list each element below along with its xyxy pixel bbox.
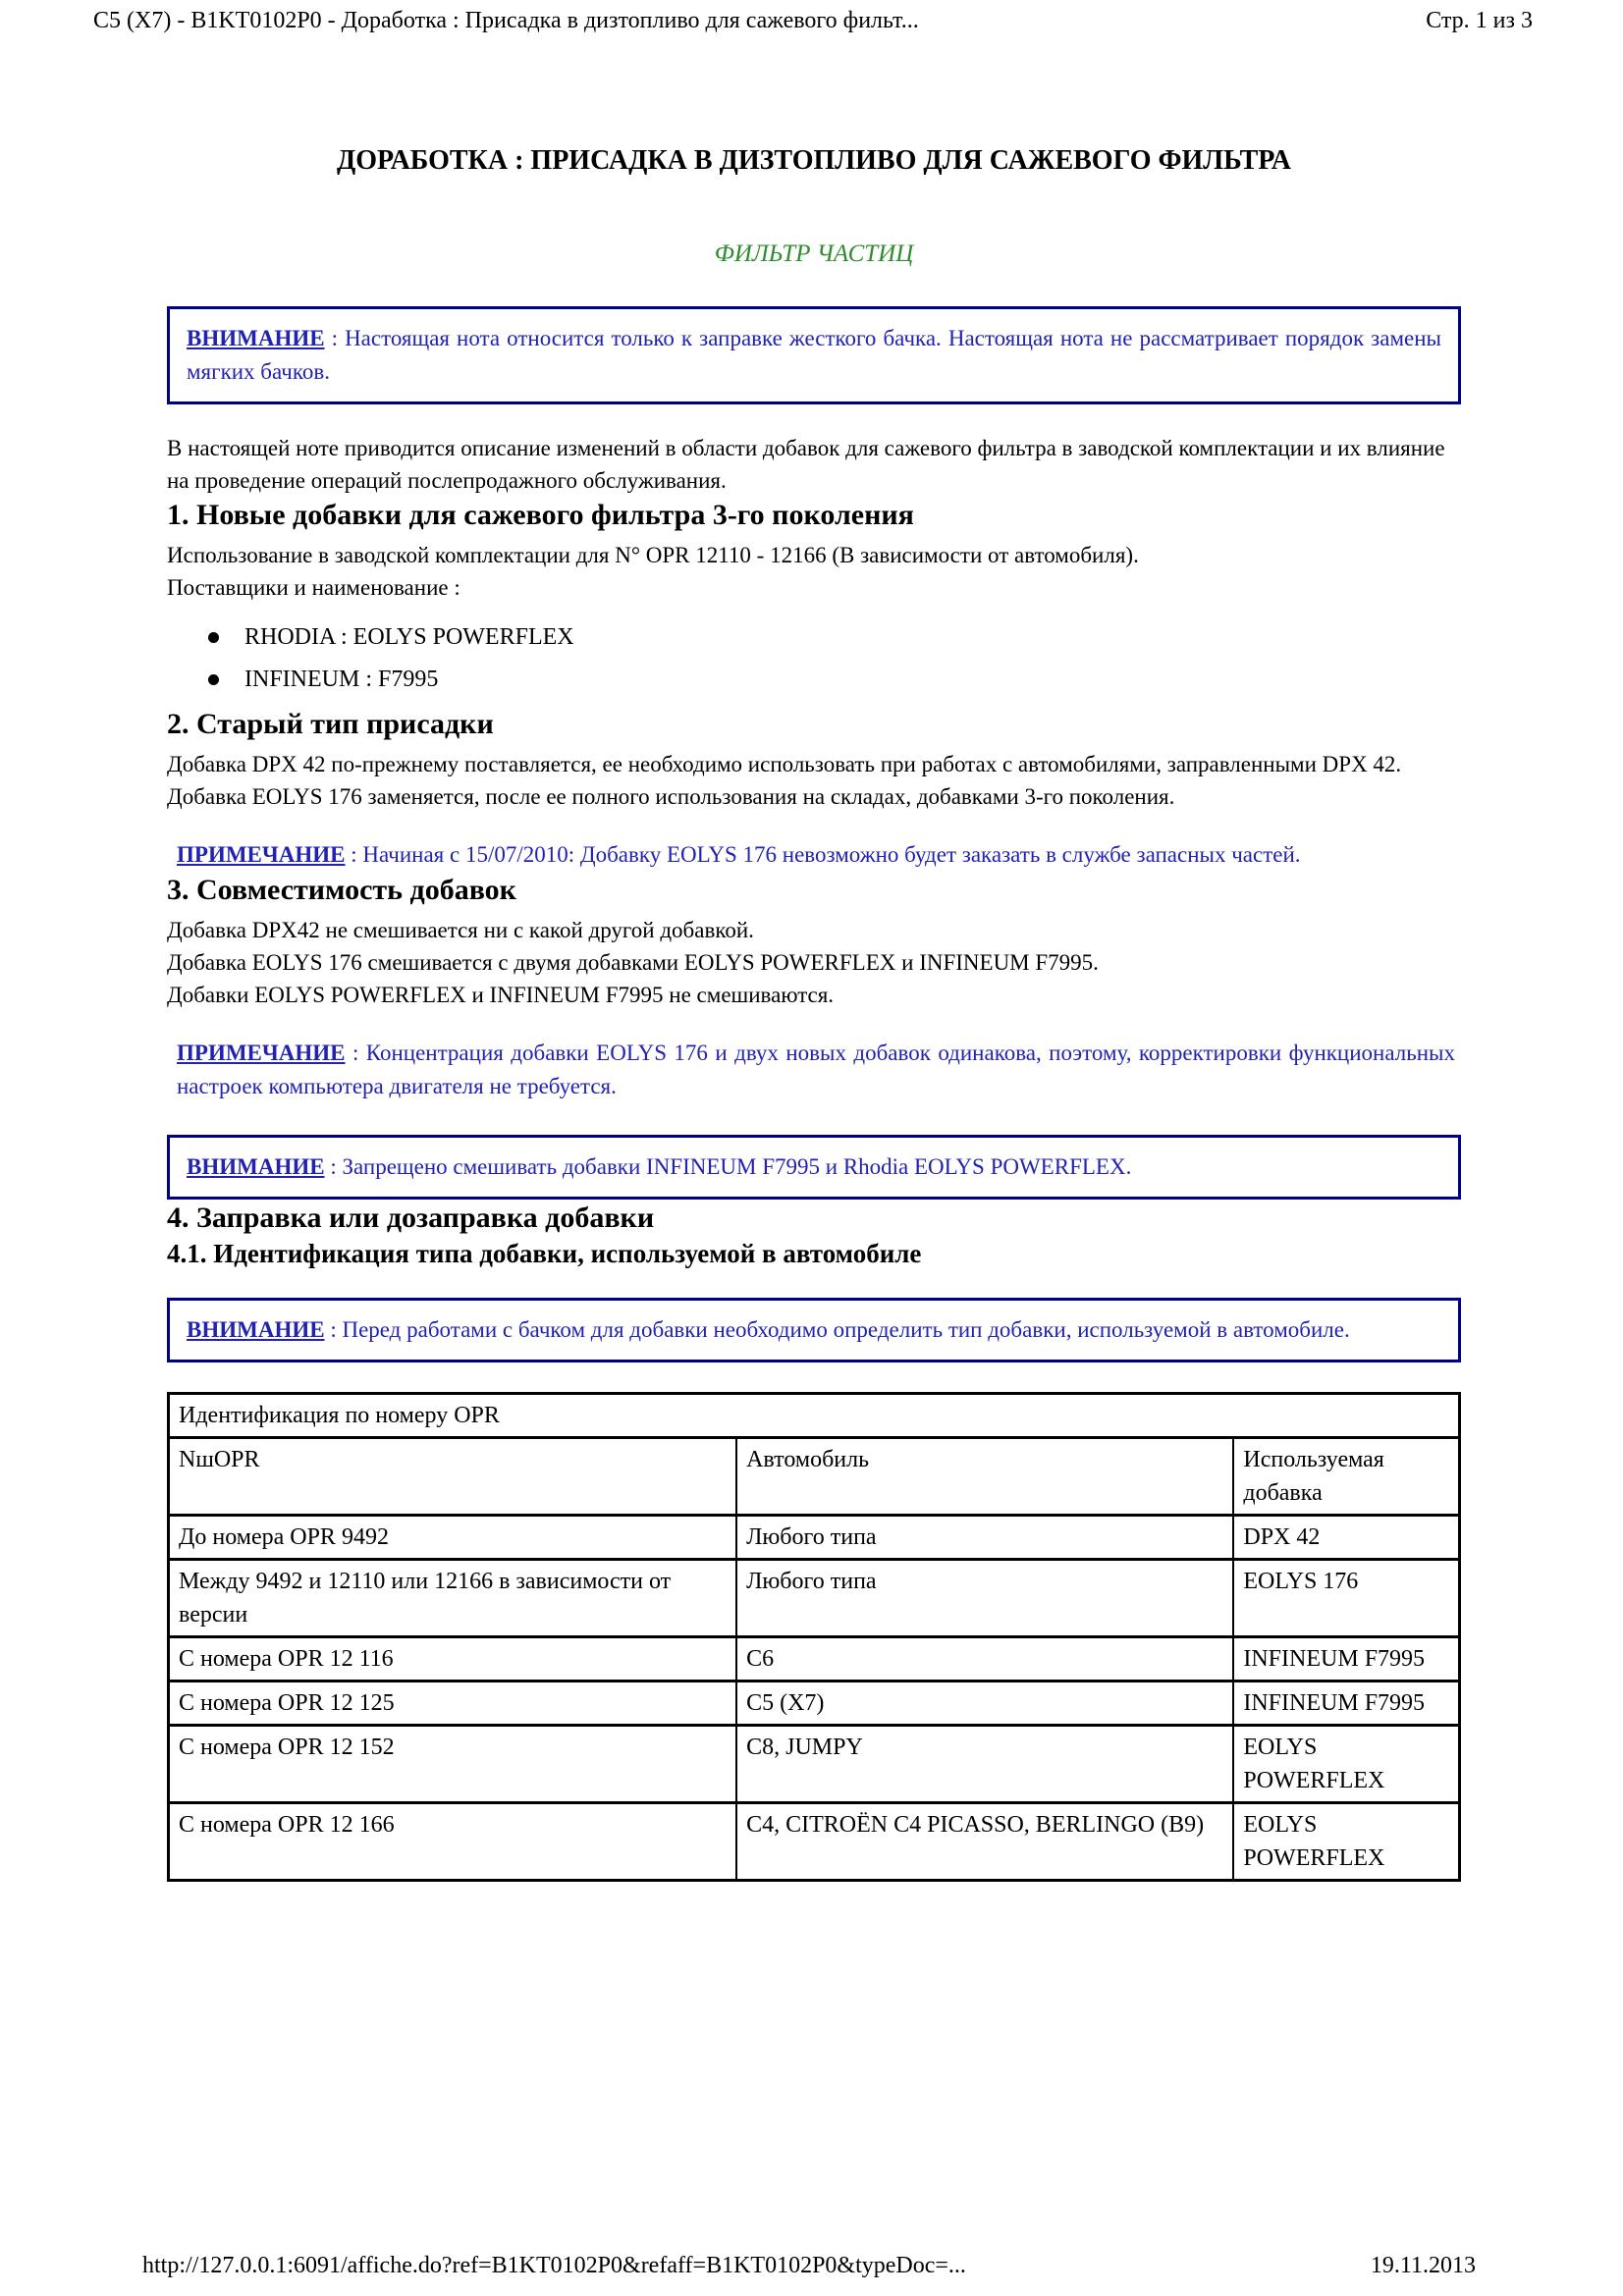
section-3-paragraph-2: Добавка EOLYS 176 смешивается с двумя добавками EOLYS POWERFLEX и INFINEUM F7995.: [167, 950, 1099, 975]
table-header-cell: Автомобиль: [736, 1438, 1233, 1516]
table-cell: С номера OPR 12 116: [169, 1637, 737, 1682]
warning-label: ВНИМАНИЕ: [187, 1154, 325, 1179]
bullet-icon: [208, 632, 219, 643]
warning-label: ВНИМАНИЕ: [187, 326, 325, 350]
warning-text: : Настоящая нота относится только к заправке жесткого бачка. Настоящая нота не рассматривает порядок замены мягких бачков.: [187, 326, 1441, 384]
section-2-paragraph-2: Добавка EOLYS 176 заменяется, после ее полного использования на складах, добавками 3-го поколения.: [167, 784, 1175, 809]
print-footer: [142, 2251, 1476, 2280]
section-3-heading: 3. Совместимость добавок: [167, 874, 516, 906]
document-title: ДОРАБОТКА : ПРИСАДКА В ДИЗТОПЛИВО ДЛЯ САЖЕВОГО ФИЛЬТРА: [337, 145, 1291, 176]
table-cell: C6: [736, 1637, 1233, 1682]
table-caption: Идентификация по номеру OPR: [169, 1394, 1460, 1438]
note-label: ПРИМЕЧАНИЕ: [177, 1041, 346, 1065]
table-cell: До номера OPR 9492: [169, 1516, 737, 1560]
table-cell: С номера OPR 12 152: [169, 1726, 737, 1803]
opr-identification-table: [167, 1392, 1461, 1882]
table-cell: DPX 42: [1233, 1516, 1459, 1560]
note-2: [177, 1037, 1455, 1103]
table-cell: EOLYS 176: [1233, 1560, 1459, 1637]
warning-box-2: [167, 1135, 1461, 1200]
table-cell: Любого типа: [736, 1516, 1233, 1560]
section-1-heading: 1. Новые добавки для сажевого фильтра 3-го поколения: [167, 499, 914, 531]
table-cell: C8, JUMPY: [736, 1726, 1233, 1803]
table-caption-row: [169, 1394, 1460, 1438]
table-cell: INFINEUM F7995: [1233, 1637, 1459, 1682]
table-cell: C4, CITROËN C4 PICASSO, BERLINGO (B9): [736, 1803, 1233, 1881]
print-header-title: C5 (X7) - B1KT0102P0 - Доработка : Присадка в дизтопливо для сажевого фильт...: [93, 8, 919, 33]
table-row: [169, 1682, 1460, 1726]
table-row: [169, 1726, 1460, 1803]
table-cell: С номера OPR 12 166: [169, 1803, 737, 1881]
note-label: ПРИМЕЧАНИЕ: [177, 842, 346, 867]
document-body: [167, 0, 1461, 1882]
table-row: [169, 1637, 1460, 1682]
list-item-label: RHODIA : EOLYS POWERFLEX: [244, 624, 574, 650]
section-1-line-2: Поставщики и наименование :: [167, 575, 460, 600]
bullet-icon: [208, 674, 219, 685]
table-header-cell: Используемая добавка: [1233, 1438, 1459, 1516]
section-4-1-heading: 4.1. Идентификация типа добавки, используемой в автомобиле: [167, 1239, 922, 1268]
footer-date: 19.11.2013: [1370, 2253, 1476, 2278]
table-header-cell: NшOPR: [169, 1438, 737, 1516]
table-cell: С номера OPR 12 125: [169, 1682, 737, 1726]
table-cell: INFINEUM F7995: [1233, 1682, 1459, 1726]
note-text: : Начиная с 15/07/2010: Добавку EOLYS 176 невозможно будет заказать в службе запасных частей.: [345, 842, 1301, 867]
warning-box-3: [167, 1298, 1461, 1362]
list-item: [208, 664, 1461, 696]
section-2-heading: 2. Старый тип присадки: [167, 708, 494, 740]
table-row: [169, 1516, 1460, 1560]
intro-paragraph: В настоящей ноте приводится описание изменений в области добавок для сажевого фильтра в заводской комплектации и их влияние на проведение операций послепродажного обслуживания.: [167, 436, 1445, 493]
section-4-heading: 4. Заправка или дозаправка добавки: [167, 1201, 655, 1234]
list-item: [208, 621, 1461, 654]
note-text: : Концентрация добавки EOLYS 176 и двух новых добавок одинакова, поэтому, корректировки функциональных настроек компьютера двигателя не требуется.: [177, 1041, 1455, 1098]
footer-url: http://127.0.0.1:6091/affiche.do?ref=B1KT0102P0&refaff=B1KT0102P0&typeDoc=...: [142, 2253, 966, 2278]
page-number: Стр. 1 из 3: [1426, 8, 1533, 33]
warning-box-1: [167, 306, 1461, 404]
warning-text: : Перед работами с бачком для добавки необходимо определить тип добавки, используемой в автомобиле.: [324, 1317, 1350, 1342]
table-row: [169, 1803, 1460, 1881]
table-cell: C5 (X7): [736, 1682, 1233, 1726]
table-row: [169, 1560, 1460, 1637]
supplier-list: [167, 621, 1461, 696]
document-subtitle: ФИЛЬТР ЧАСТИЦ: [714, 240, 914, 267]
warning-label: ВНИМАНИЕ: [187, 1317, 325, 1342]
note-1: [177, 838, 1455, 872]
table-cell: Любого типа: [736, 1560, 1233, 1637]
table-cell: Между 9492 и 12110 или 12166 в зависимости от версии: [169, 1560, 737, 1637]
section-1-line-1: Использование в заводской комплектации для N° OPR 12110 - 12166 (В зависимости от автомобиля).: [167, 543, 1139, 567]
section-3-paragraph-1: Добавка DPX42 не смешивается ни с какой другой добавкой.: [167, 918, 754, 942]
table-header-row: [169, 1438, 1460, 1516]
table-cell: EOLYS POWERFLEX: [1233, 1726, 1459, 1803]
warning-text: : Запрещено смешивать добавки INFINEUM F7995 и Rhodia EOLYS POWERFLEX.: [324, 1154, 1132, 1179]
table-cell: EOLYS POWERFLEX: [1233, 1803, 1459, 1881]
section-2-paragraph-1: Добавка DPX 42 по-прежнему поставляется, ее необходимо использовать при работах с автомобилями, заправленными DPX 42.: [167, 752, 1402, 776]
list-item-label: INFINEUM : F7995: [244, 667, 439, 692]
section-3-paragraph-3: Добавки EOLYS POWERFLEX и INFINEUM F7995 не смешиваются.: [167, 983, 835, 1007]
